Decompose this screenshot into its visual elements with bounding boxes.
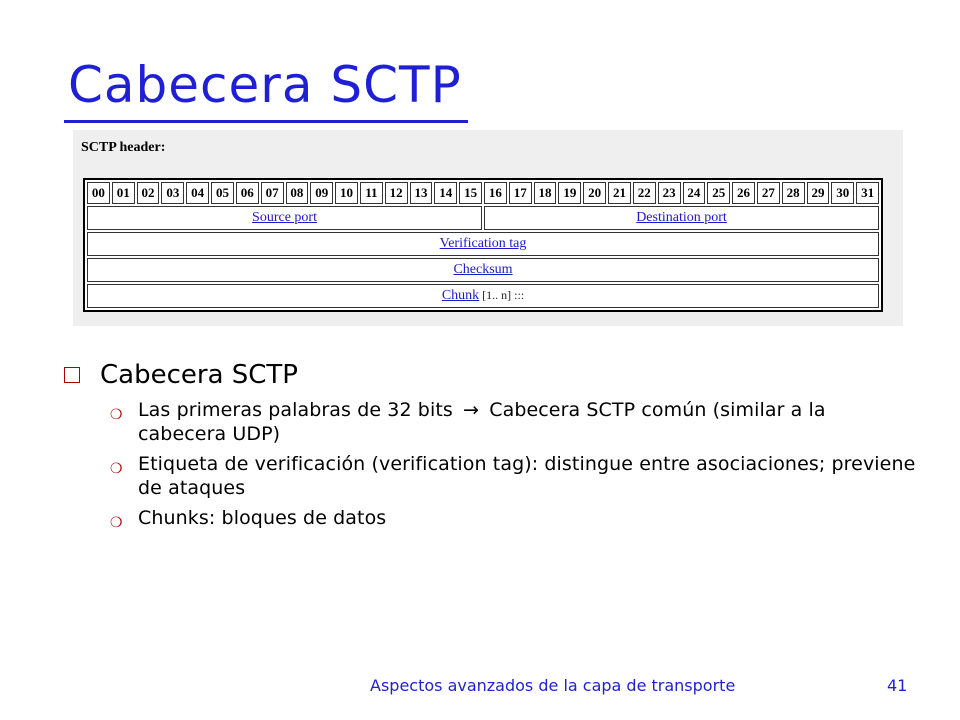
checksum-row — [87, 258, 879, 282]
square-bullet-icon — [64, 367, 80, 383]
bit-number-cell: 12 — [385, 182, 408, 204]
bit-number-cell: 23 — [658, 182, 681, 204]
bit-number-cell: 31 — [856, 182, 879, 204]
source-port-cell — [87, 206, 482, 230]
right-arrow-icon: → — [463, 399, 480, 421]
bit-number-cell: 29 — [807, 182, 830, 204]
bit-number-cell: 18 — [534, 182, 557, 204]
bit-number-cell: 09 — [310, 182, 333, 204]
slide-title: Cabecera SCTP — [64, 50, 468, 123]
bit-number-cell: 10 — [335, 182, 358, 204]
chunk-suffix: [1.. n] ::: — [479, 288, 525, 302]
verification-tag-link[interactable]: Verification tag — [439, 236, 527, 251]
circle-bullet-icon: ❍ — [110, 515, 123, 531]
bit-number-cell: 30 — [831, 182, 854, 204]
bit-number-cell: 01 — [112, 182, 135, 204]
source-port-link[interactable]: Source port — [252, 210, 317, 225]
figure-label: SCTP header: — [81, 140, 166, 155]
bit-number-cell: 05 — [211, 182, 234, 204]
verification-tag-cell — [87, 232, 879, 256]
bit-number-cell: 28 — [782, 182, 805, 204]
bullet-item — [58, 398, 918, 446]
bullet-list — [58, 358, 918, 530]
bullet-main — [58, 358, 918, 392]
chunk-row — [87, 284, 879, 308]
checksum-link[interactable]: Checksum — [453, 262, 513, 277]
ports-row — [87, 206, 879, 230]
bit-number-cell: 13 — [410, 182, 433, 204]
bit-number-cell: 19 — [558, 182, 581, 204]
bit-number-cell: 15 — [459, 182, 482, 204]
bit-number-cell: 26 — [732, 182, 755, 204]
bullet-item — [58, 506, 918, 530]
sctp-header-figure — [73, 130, 903, 326]
bullet-item-text-after: Cabecera SCTP común (similar a la cabecera UDP) — [138, 399, 826, 445]
bit-number-cell: 02 — [137, 182, 160, 204]
sctp-header-table — [83, 178, 883, 312]
bit-number-cell: 27 — [757, 182, 780, 204]
destination-port-cell — [484, 206, 879, 230]
circle-bullet-icon: ❍ — [110, 461, 123, 477]
page-number: 41 — [887, 676, 908, 695]
bit-number-cell: 06 — [236, 182, 259, 204]
circle-bullet-icon: ❍ — [110, 407, 123, 423]
verification-tag-row — [87, 232, 879, 256]
bit-number-cell: 17 — [509, 182, 532, 204]
bit-number-cell: 08 — [286, 182, 309, 204]
bit-number-cell: 25 — [707, 182, 730, 204]
bit-number-cell: 22 — [633, 182, 656, 204]
bit-number-cell: 04 — [186, 182, 209, 204]
bullet-main-text: Cabecera SCTP — [100, 360, 298, 390]
bit-number-cell: 07 — [261, 182, 284, 204]
bit-number-cell: 00 — [87, 182, 110, 204]
checksum-cell — [87, 258, 879, 282]
bit-number-row — [87, 182, 879, 204]
bullet-item-text: Etiqueta de verificación (verification tag): distingue entre asociaciones; previene de ataques — [138, 453, 916, 499]
bit-number-cell: 14 — [434, 182, 457, 204]
bullet-item-text-before: Las primeras palabras de 32 bits — [138, 399, 453, 421]
bit-number-cell: 03 — [161, 182, 184, 204]
bit-number-cell: 20 — [583, 182, 606, 204]
footer-course-title: Aspectos avanzados de la capa de transporte — [370, 676, 736, 695]
chunk-link[interactable]: Chunk — [441, 288, 480, 303]
destination-port-link[interactable]: Destination port — [636, 210, 727, 225]
bit-number-cell: 21 — [608, 182, 631, 204]
bit-number-cell: 24 — [683, 182, 706, 204]
bullet-item — [58, 452, 918, 500]
chunk-cell — [87, 284, 879, 308]
bullet-item-text: Chunks: bloques de datos — [138, 507, 387, 529]
bit-number-cell: 11 — [360, 182, 383, 204]
bit-number-cell: 16 — [484, 182, 507, 204]
